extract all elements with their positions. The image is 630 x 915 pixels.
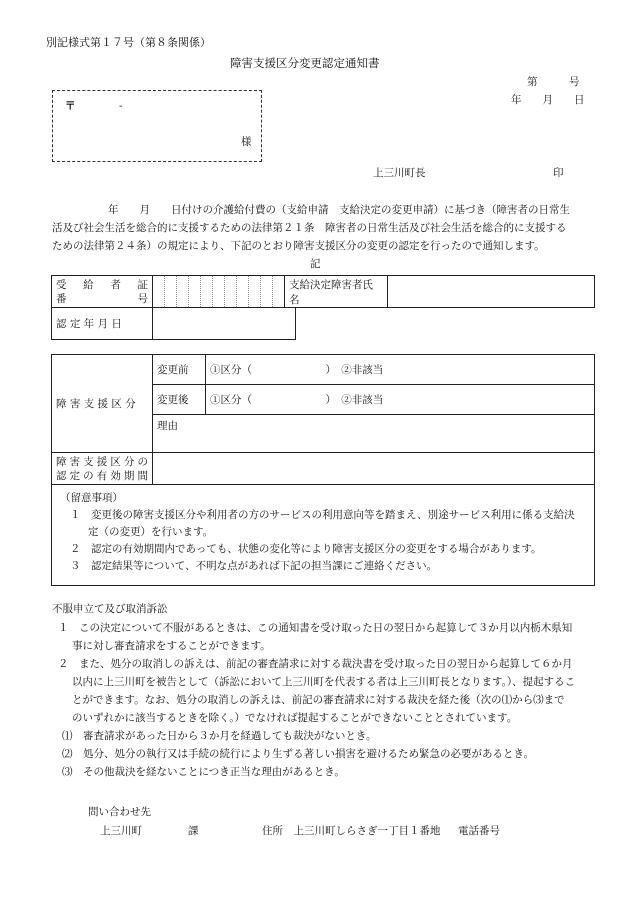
- postal-mark: 〒: [65, 100, 76, 112]
- recipient-name-value: [388, 276, 595, 308]
- appeal-p2-line-3: とができます。なお、処分の取消しの訴えは、前記の審査請求に対する裁決を経た後（次の⑴から⑶まで: [72, 694, 565, 706]
- cert-digit-cell: [165, 276, 177, 308]
- cert-digit-cell: [237, 276, 249, 308]
- contact-phone: 電話番号: [458, 825, 500, 837]
- appeal-case-1: ⑴ 審査請求があった日から３か月を経過しても裁決がないとき。: [62, 730, 377, 742]
- after-value: ①区分（ ） ②非該当: [206, 385, 595, 415]
- contact-town: 上三川町: [100, 825, 142, 837]
- cert-number-label: 受 給 者 証 番 号: [52, 276, 153, 308]
- body-line-1: 年 月 日付けの介護給付費の（支給申請 支給決定の変更申請）に基づき（障害者の日常生: [108, 204, 570, 216]
- appeal-p1-line-2: 事に対し審査請求をすることができます。: [72, 640, 271, 652]
- note-1-cont: 定（の変更）を行います。: [88, 526, 214, 538]
- address-box: [52, 90, 262, 162]
- support-level-label: 障 害 支 援 区 分: [52, 355, 153, 453]
- cert-digit-cell: [213, 276, 225, 308]
- validity-value: [153, 453, 595, 485]
- appeal-p2-line-4: のいずれかに該当するときを除く。）でなければ提起することができないこととされています。: [72, 712, 518, 724]
- cert-digit-cell: [261, 276, 273, 308]
- appeal-case-3: ⑶ その他裁決を経ないことにつき正当な理由があるとき。: [62, 766, 345, 778]
- notes-title: （留意事項）: [60, 492, 123, 504]
- cert-date-label: 認 定 年 月 日: [52, 308, 153, 340]
- contact-title: 問い合わせ先: [88, 806, 151, 818]
- issuer-seal: 印: [553, 167, 564, 179]
- cert-digit-cell: [153, 276, 165, 308]
- reason-label: 理由: [153, 415, 595, 453]
- cert-digit-cell: [201, 276, 213, 308]
- contact-address: 住所 上三川町しらさぎ一丁目１番地: [262, 825, 441, 837]
- appeal-case-2: ⑵ 処分、処分の執行又は手続の続行により生ずる著しい損害を避けるため緊急の必要があるとき。: [62, 748, 535, 760]
- after-label: 変更後: [153, 385, 206, 415]
- notes-cell: [52, 485, 595, 586]
- note-2: ２ 認定の有効期間内であっても、状態の変化等により障害支援区分の変更をする場合があります。: [70, 543, 542, 555]
- validity-label: 障 害 支 援 区 分 の 認 定 の 有 効 期 間: [52, 453, 153, 485]
- support-level-table: [51, 354, 595, 586]
- recipient-table: [51, 275, 595, 308]
- contact-section: 課: [188, 825, 199, 837]
- document-number: 第 号: [527, 76, 580, 88]
- issuer-name: 上三川町長: [373, 167, 426, 179]
- appeal-p2-line-1: ２ また、処分の取消しの訴えは、前記の審査請求に対する裁決書を受け取った日の翌日から起算して６か月: [58, 658, 573, 670]
- appeal-p2-line-2: 以内に上三川町を被告として（訴訟において上三川町を代表する者は上三川町長となります。）、提起するこ: [72, 676, 576, 688]
- issue-date: 年 月 日: [511, 94, 585, 106]
- body-line-3: ための法律第２４条）の規定により、下記のとおり障害支援区分の変更の認定を行ったので通知します。: [52, 240, 545, 252]
- cert-digit-cell: [273, 276, 285, 308]
- note-3: ３ 認定結果等について、不明な点があれば下記の担当課にご連絡ください。: [70, 560, 438, 572]
- cert-digit-cell: [177, 276, 189, 308]
- appeal-p1-line-1: １ この決定について不服があるときは、この通知書を受け取った日の翌日から起算して３か月以内栃木県知: [58, 622, 573, 634]
- ki-label: 記: [310, 258, 321, 270]
- cert-digit-cell: [249, 276, 261, 308]
- addressee-honorific: 様: [241, 136, 252, 148]
- cert-date-table: [51, 307, 296, 340]
- document-title: 障害支援区分変更認定通知書: [230, 56, 380, 70]
- cert-date-value: [153, 308, 296, 340]
- appeal-title: 不服申立て及び取消訴訟: [52, 603, 168, 615]
- before-label: 変更前: [153, 355, 206, 385]
- recipient-name-label: 支給決定障害者氏名: [285, 276, 388, 308]
- form-number: 別記様式第１７号（第８条関係）: [46, 36, 211, 49]
- note-1: １ 変更後の障害支援区分や利用者の方のサービスの利用意向等を踏まえ、別途サービス利用に係る支給決: [70, 509, 575, 521]
- body-line-2: 活及び社会生活を総合的に支援するための法律第２１条 障害者の日常生活及び社会生活を総合的に支援する: [52, 222, 567, 234]
- postal-dash: -: [119, 100, 123, 112]
- before-value: ①区分（ ） ②非該当: [206, 355, 595, 385]
- cert-digit-cell: [225, 276, 237, 308]
- cert-digit-cell: [189, 276, 201, 308]
